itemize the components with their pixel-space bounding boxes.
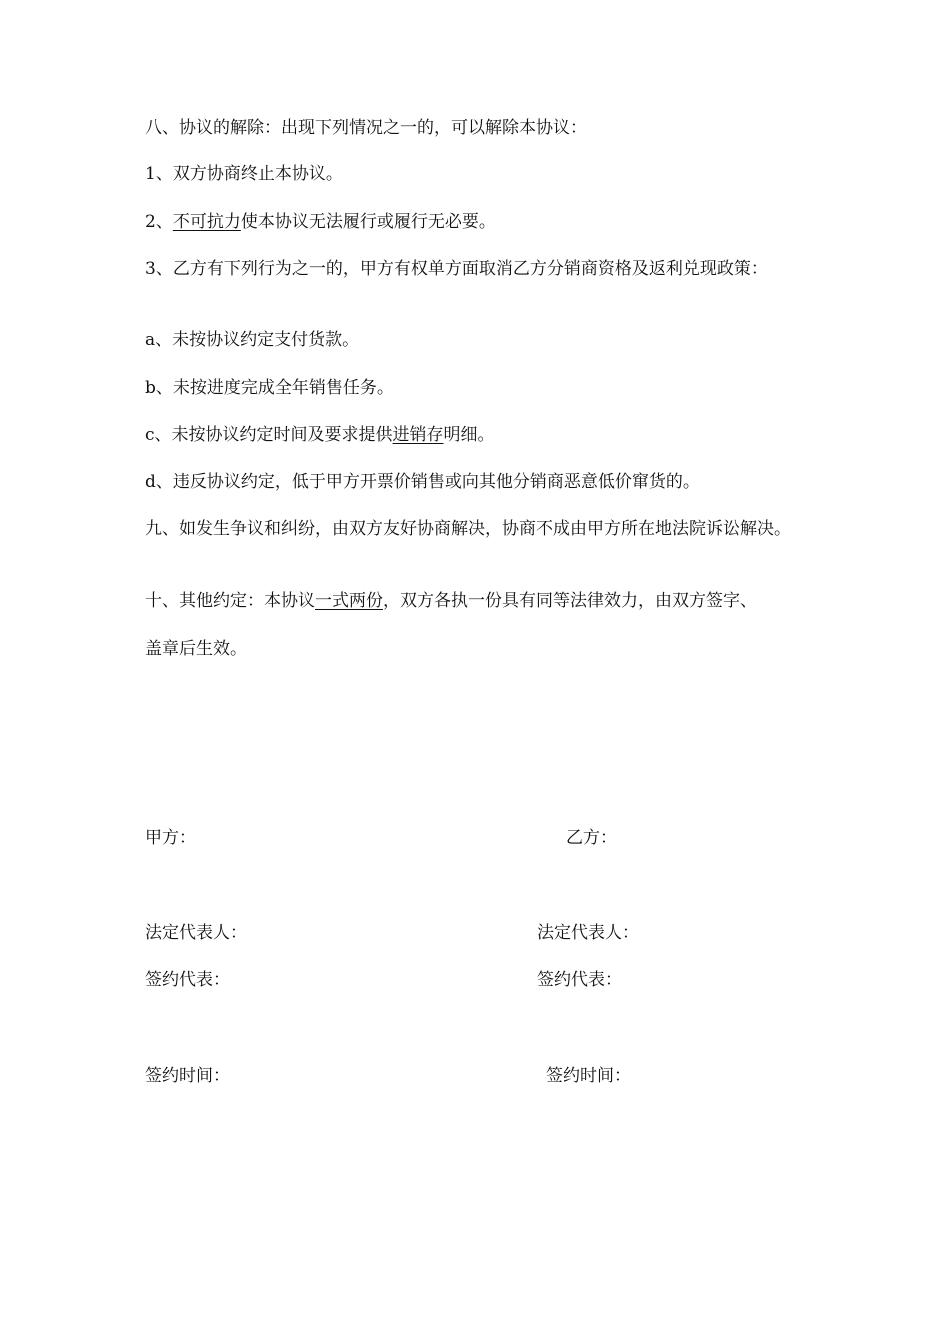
clause-9: 九、如发生争议和纠纷，由双方友好协商解决，协商不成由甲方所在地法院诉讼解决。 [145, 519, 791, 539]
item-2-prefix: 2、 [145, 212, 173, 232]
legal-representative-a-label: 法定代表人： [145, 923, 247, 943]
clause-8-item-a: a、未按协议约定支付货款。 [145, 330, 360, 350]
inventory-term: 进销存 [392, 425, 444, 445]
signing-representative-b-label: 签约代表： [537, 970, 622, 990]
item-c-prefix: c、未按协议约定时间及要求提供 [145, 425, 393, 445]
signing-time-b-label: 签约时间： [546, 1066, 631, 1086]
two-copies-term: 一式两份 [315, 591, 383, 611]
clause-8-item-3: 3、乙方有下列行为之一的，甲方有权单方面取消乙方分销商资格及返利兑现政策： [145, 259, 768, 279]
clause-10-suffix: ，双方各执一份具有同等法律效力，由双方签字、 [383, 591, 757, 611]
clause-8-item-1: 1、双方协商终止本协议。 [145, 164, 343, 184]
force-majeure-term: 不可抗力 [172, 212, 241, 232]
party-b-label: 乙方： [566, 828, 617, 848]
clause-8-item-c [145, 423, 495, 447]
clause-8-item-b: b、未按进度完成全年销售任务。 [145, 378, 394, 398]
legal-representative-b-label: 法定代表人： [537, 923, 639, 943]
party-a-label: 甲方： [145, 828, 196, 848]
signing-representative-a-label: 签约代表： [145, 970, 230, 990]
item-c-suffix: 明细。 [443, 425, 495, 445]
clause-10-prefix: 十、其他约定：本协议 [145, 591, 315, 611]
item-2-suffix: 使本协议无法履行或履行无必要。 [240, 212, 496, 232]
clause-8-title: 八、协议的解除：出现下列情况之一的，可以解除本协议： [145, 118, 587, 138]
clause-8-item-2 [145, 210, 496, 234]
signing-time-a-label: 签约时间： [145, 1066, 230, 1086]
clause-10 [145, 589, 757, 613]
clause-8-item-d: d、违反协议约定，低于甲方开票价销售或向其他分销商恶意低价窜货的。 [145, 472, 700, 492]
clause-10-continuation: 盖章后生效。 [145, 639, 247, 659]
